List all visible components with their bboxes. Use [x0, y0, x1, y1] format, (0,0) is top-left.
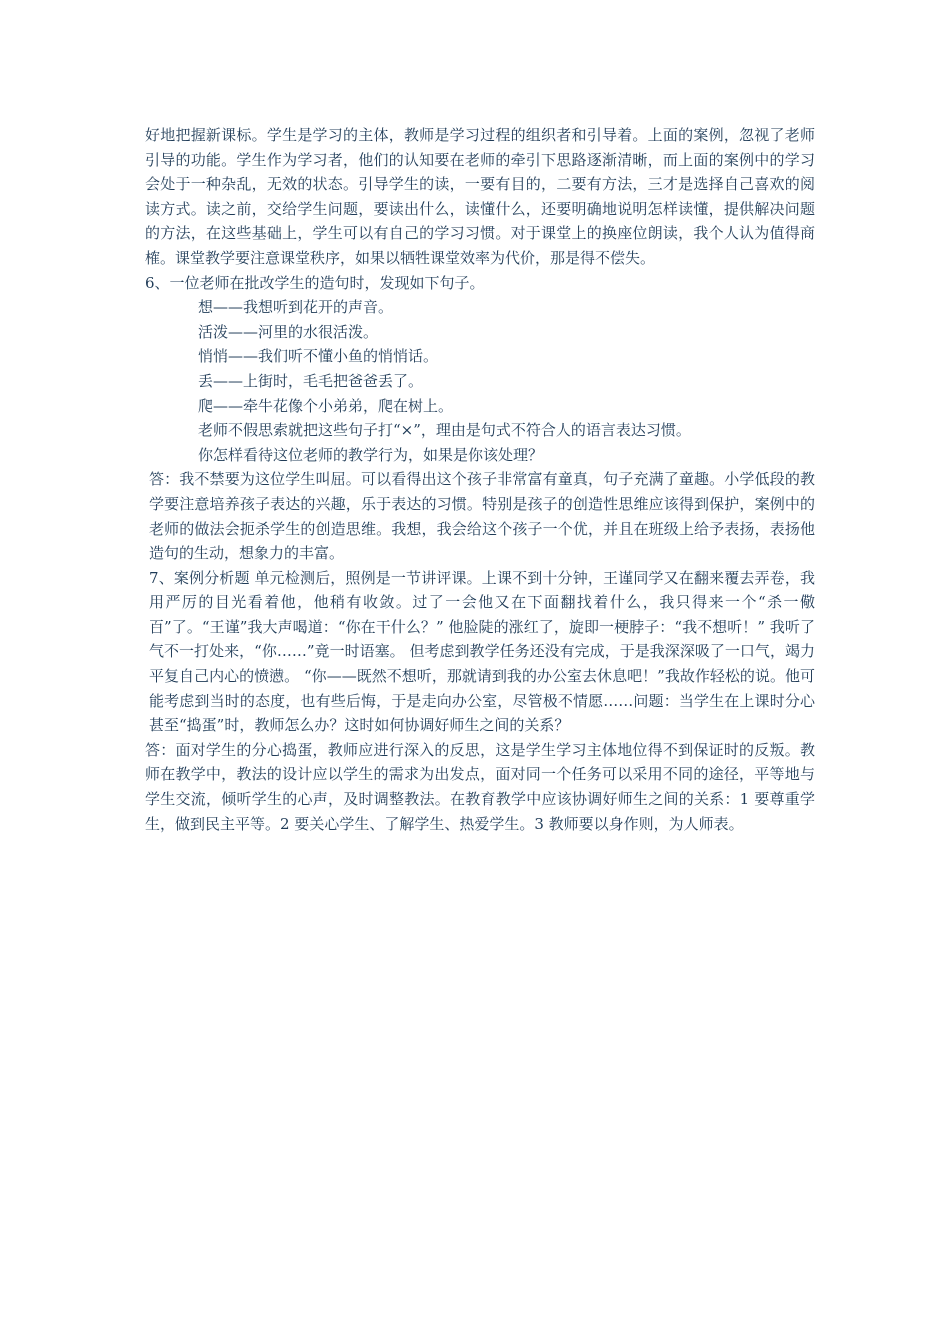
paragraph-intro: 好地把握新课标。学生是学习的主体，教师是学习过程的组织者和引导着。上面的案例，忽视了老师引导的功能。学生作为学习者，他们的认知要在老师的牵引下思路逐渐清晰，而上面的案例中的学习会处于一种杂乱，无效的状态。引导学生的读，一要有目的，二要有方法，三才是选择自己喜欢的阅读方式。读之前，交给学生问题，要读出什么，读懂什么，还要明确地说明怎样读懂，提供解决问题的方法，在这些基础上，学生可以有自己的学习习惯。对于课堂上的换座位朗读，我个人认为值得商榷。课堂教学要注意课堂秩序，如果以牺牲课堂效率为代价，那是得不偿失。 [145, 126, 815, 267]
sentence-example: 悄悄——我们听不懂小鱼的悄悄话。 [198, 347, 439, 366]
teacher-judgement: 老师不假思索就把这些句子打“×”，理由是句式不符合人的语言表达习惯。 [198, 421, 691, 440]
sentence-example: 丢——上街时，毛毛把爸爸丢了。 [198, 371, 424, 390]
sentence-example: 活泼——河里的水很活泼。 [198, 322, 379, 341]
answer-6: 答：我不禁要为这位学生叫屈。可以看得出这个孩子非常富有童真，句子充满了童趣。小学低段的教学要注意培养孩子表达的兴趣，乐于表达的习惯。特别是孩子的创造性思维应该得到保护，案例中的老师的做法会扼杀学生的创造思维。我想，我会给这个孩子一个优，并且在班级上给予表扬，表扬他造句的生动，想象力的丰富。 [149, 470, 815, 563]
question-7: 7、案例分析题 单元检测后，照例是一节讲评课。上课不到十分钟，王谨同学又在翻来覆去弄卷，我用严厉的目光看着他，他稍有收敛。过了一会他又在下面翻找着什么，我只得来一个“杀一儆百”了。“王谨”我大声喝道：“你在干什么？” 他脸陡的涨红了，旋即一梗脖子：“我不想听！” 我听了气不一打处来，“你……”竟一时语塞。 但考虑到教学任务还没有完成，于是我深深吸了一口气，竭力平复自己内心的愤懑。 “你——既然不想听，那就请到我的办公室去休息吧！”我故作轻松的说。他可能考虑到当时的态度，也有些后悔，于是走向办公室，尽管极不情愿……问题：当学生在上课时分心甚至“捣蛋”时，教师怎么办？这时如何协调好师生之间的关系？ [149, 568, 815, 735]
answer-7: 答：面对学生的分心捣蛋，教师应进行深入的反思，这是学生学习主体地位得不到保证时的反叛。教师在教学中，教法的设计应以学生的需求为出发点，面对同一个任务可以采用不同的途径，平等地与学生交流，倾听学生的心声，及时调整教法。在教育教学中应该协调好师生之间的关系：1 要尊重学生，做到民主平等。2 要关心学生、了解学生、热爱学生。3 教师要以身作则，为人师表。 [145, 740, 815, 833]
question-6: 6、一位老师在批改学生的造句时，发现如下句子。 [145, 273, 485, 292]
document-body [145, 123, 815, 836]
question-6-prompt: 你怎样看待这位老师的教学行为，如果是你该处理？ [198, 445, 544, 464]
sentence-example: 爬——牵牛花像个小弟弟，爬在树上。 [198, 396, 454, 415]
sentence-example: 想——我想听到花开的声音。 [198, 298, 394, 317]
